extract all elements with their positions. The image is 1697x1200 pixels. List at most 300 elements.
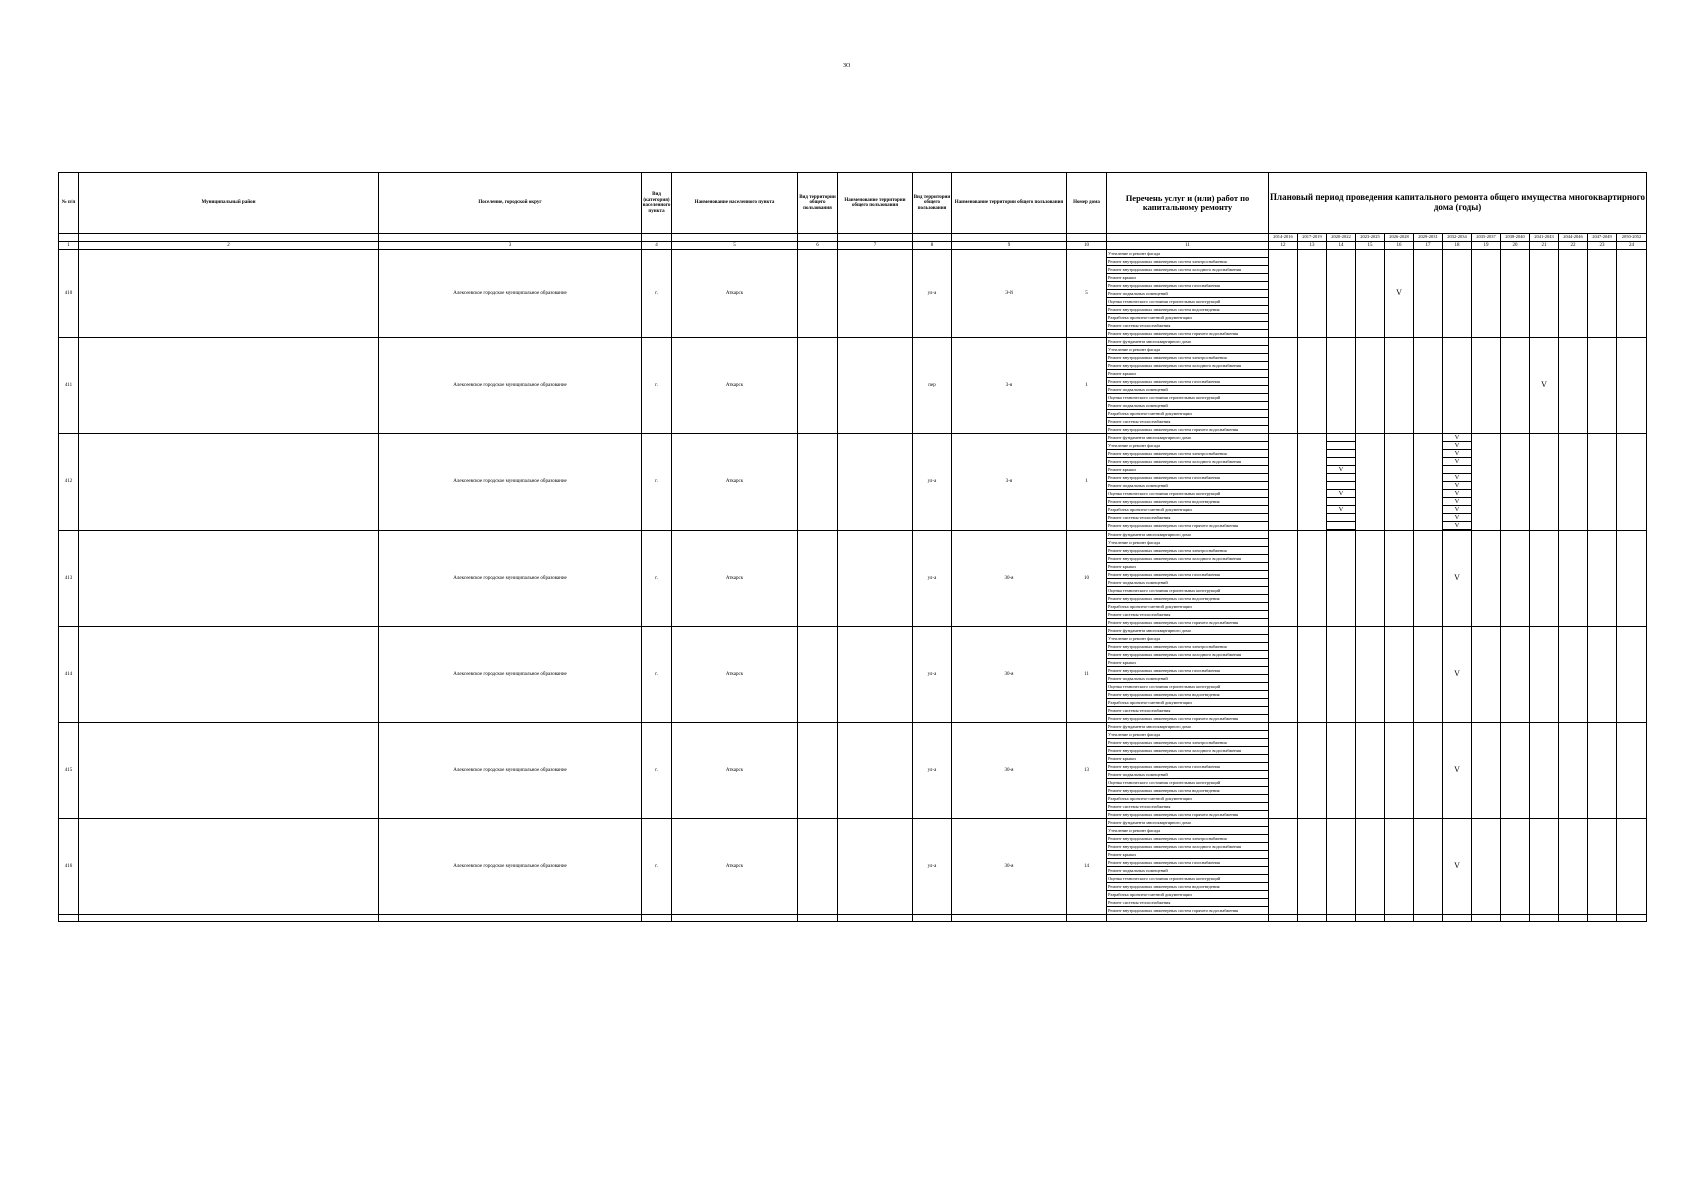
empty-cell: [642, 915, 672, 922]
locality-name-cell: Аткарск: [672, 250, 798, 338]
area-type-cell: [798, 627, 838, 723]
period-cell-2038-2040: [1501, 723, 1530, 819]
period-cell-2050-2052: [1617, 250, 1647, 338]
work-item: Ремонт внутридомовых инженерных систем горячего водоснабжения: [1108, 331, 1239, 336]
area-type-cell: [798, 723, 838, 819]
locality-name-cell: Аткарск: [672, 434, 798, 531]
period-cell-2029-2031: [1414, 434, 1443, 531]
area-name-cell: [838, 531, 913, 627]
period-cell-2026-2028: [1385, 338, 1414, 434]
work-item: Ремонт системы теплоснабжения: [1107, 899, 1268, 907]
work-item: Ремонт подвальных помещений: [1107, 771, 1268, 779]
works-list: [1107, 250, 1269, 338]
period-cell-2023-2025: [1356, 723, 1385, 819]
record-number: 416: [59, 819, 79, 915]
period-cell-2044-2046: [1559, 434, 1588, 531]
period-cell-2014-2016: [1269, 434, 1298, 531]
header-no: № п/п: [59, 173, 79, 234]
area-name-cell: [838, 250, 913, 338]
column-number: 7: [838, 242, 913, 250]
period-cell-2044-2046: [1559, 531, 1588, 627]
works-list: [1107, 531, 1269, 627]
period-cell-2035-2037: [1472, 434, 1501, 531]
work-item: Ремонт фундамента многоквартирного дома: [1107, 819, 1268, 827]
period-cell-2032-2034: [1443, 723, 1472, 819]
repair-mark: V: [1541, 380, 1547, 390]
period-year-10: 2044-2046: [1559, 234, 1588, 242]
area-type-cell: [798, 434, 838, 531]
street-type-cell: ул-а: [913, 627, 952, 723]
work-period-mark: V: [1327, 490, 1355, 498]
period-year-2: 2020-2022: [1327, 234, 1356, 242]
repair-mark: V: [1454, 669, 1460, 679]
period-cell-2026-2028: [1385, 627, 1414, 723]
area-type-cell: [798, 531, 838, 627]
street-type-cell: ул-а: [913, 723, 952, 819]
work-item: Ремонт внутридомовых инженерных систем холодного водоснабжения: [1107, 362, 1268, 370]
column-number: 4: [642, 242, 672, 250]
street-name-cell: 3-я: [952, 434, 1067, 531]
column-number: 22: [1559, 242, 1588, 250]
period-year-8: 2038-2040: [1501, 234, 1530, 242]
works-list: [1107, 434, 1269, 531]
empty-cell: [1559, 915, 1588, 922]
period-cell-2044-2046: [1559, 627, 1588, 723]
street-name-cell: 30-я: [952, 627, 1067, 723]
work-item: Ремонт фундамента многоквартирного дома: [1107, 338, 1268, 346]
work-item: Ремонт подвальных помещений: [1107, 867, 1268, 875]
work-item: Ремонт внутридомовых инженерных систем газоснабжения: [1107, 763, 1268, 771]
work-item: Утепление и ремонт фасада: [1107, 731, 1268, 739]
work-item: Утепление и ремонт фасада: [1107, 539, 1268, 547]
period-cell-2047-2049: [1588, 338, 1617, 434]
work-item: Ремонт внутридомовых инженерных систем водоотведения: [1107, 883, 1268, 891]
work-item: Оценка технического состояния строительных конструкций: [1107, 394, 1268, 402]
work-item: Ремонт внутридомовых инженерных систем горячего водоснабжения: [1108, 908, 1239, 913]
table-row: [59, 434, 1647, 531]
locality-type-cell: г.: [642, 250, 672, 338]
period-cell-2020-2022: [1327, 531, 1356, 627]
empty-cell: [1107, 915, 1269, 922]
period-cell-2017-2019: [1298, 338, 1327, 434]
period-cell-2017-2019: [1298, 434, 1327, 531]
header-district: Муниципальный район: [79, 173, 379, 234]
work-item: Ремонт подвальных помещений: [1107, 482, 1268, 490]
work-period-mark: V: [1443, 474, 1471, 482]
period-cell-2029-2031: [1414, 338, 1443, 434]
work-item: Ремонт внутридомовых инженерных систем электроснабжения: [1107, 835, 1268, 843]
work-period-mark: [1327, 442, 1355, 450]
work-item: Ремонт внутридомовых инженерных систем электроснабжения: [1107, 547, 1268, 555]
house-number-cell: 10: [1067, 531, 1107, 627]
work-item: Ремонт внутридомовых инженерных систем электроснабжения: [1107, 258, 1268, 266]
header-locality-type: Вид (категория) населенного пункта: [642, 173, 672, 234]
column-number: 17: [1414, 242, 1443, 250]
repair-mark: V: [1454, 765, 1460, 775]
empty-cell: [1385, 915, 1414, 922]
period-cell-2020-2022: [1327, 819, 1356, 915]
empty-cell: [798, 915, 838, 922]
locality-type-cell: г.: [642, 338, 672, 434]
period-cell-2029-2031: [1414, 250, 1443, 338]
table-row: [59, 531, 1647, 627]
locality-name-cell: Аткарск: [672, 531, 798, 627]
work-period-mark: V: [1327, 506, 1355, 514]
work-item: Ремонт внутридомовых инженерных систем газоснабжения: [1107, 571, 1268, 579]
work-item: Ремонт внутридомовых инженерных систем холодного водоснабжения: [1107, 843, 1268, 851]
period-cell-2044-2046: [1559, 723, 1588, 819]
work-period-mark: [1327, 514, 1355, 522]
column-number: 18: [1443, 242, 1472, 250]
work-item: Утепление и ремонт фасада: [1107, 346, 1268, 354]
empty-cell: [1269, 915, 1298, 922]
empty-cell: [1298, 915, 1327, 922]
period-year-4: 2026-2028: [1385, 234, 1414, 242]
period-cell-2023-2025: [1356, 819, 1385, 915]
period-cell-2014-2016: [1269, 819, 1298, 915]
work-item: Утепление и ремонт фасада: [1107, 635, 1268, 643]
period-cell-2047-2049: [1588, 531, 1617, 627]
period-cell-2041-2043: [1530, 338, 1559, 434]
period-cell-2017-2019: [1298, 819, 1327, 915]
period-cell-2050-2052: [1617, 434, 1647, 531]
period-cell-2044-2046: [1559, 250, 1588, 338]
header-settlement: Поселение, городской округ: [379, 173, 642, 234]
period-cell-2032-2034: [1443, 819, 1472, 915]
empty-cell: [1501, 915, 1530, 922]
work-item: Ремонт внутридомовых инженерных систем водоотведения: [1107, 306, 1268, 314]
period-cell-2047-2049: [1588, 250, 1617, 338]
period-cell-2044-2046: [1559, 338, 1588, 434]
table-row: [59, 627, 1647, 723]
work-period-mark: V: [1443, 498, 1471, 506]
work-item: Ремонт внутридомовых инженерных систем электроснабжения: [1107, 450, 1268, 458]
locality-type-cell: г.: [642, 531, 672, 627]
period-cell-2041-2043: [1530, 819, 1559, 915]
settlement-cell: Алексеевское городское муниципальное образование: [379, 627, 642, 723]
work-item: Ремонт внутридомовых инженерных систем горячего водоснабжения: [1108, 427, 1239, 432]
work-item: Оценка технического состояния строительных конструкций: [1107, 298, 1268, 306]
work-item: Ремонт системы теплоснабжения: [1107, 611, 1268, 619]
period-cell-2035-2037: [1472, 338, 1501, 434]
column-number: 12: [1269, 242, 1298, 250]
period-cell-2014-2016: [1269, 250, 1298, 338]
empty-cell: [59, 915, 79, 922]
work-item: Ремонт внутридомовых инженерных систем газоснабжения: [1107, 667, 1268, 675]
column-number: 3: [379, 242, 642, 250]
work-item: Ремонт внутридомовых инженерных систем водоотведения: [1107, 498, 1268, 506]
settlement-cell: Алексеевское городское муниципальное образование: [379, 531, 642, 627]
period-cell-2035-2037: [1472, 819, 1501, 915]
work-item: Ремонт внутридомовых инженерных систем газоснабжения: [1107, 378, 1268, 386]
column-number: 20: [1501, 242, 1530, 250]
work-item: Ремонт подвальных помещений: [1107, 386, 1268, 394]
house-number-cell: 1: [1067, 434, 1107, 531]
empty-cell: [1443, 915, 1472, 922]
district-cell: [79, 434, 379, 531]
work-item: Разработка проектно-сметной документации: [1107, 891, 1268, 899]
period-cell-2044-2046: [1559, 819, 1588, 915]
table-row: [59, 338, 1647, 434]
period-cell-2047-2049: [1588, 819, 1617, 915]
work-period-mark: [1443, 466, 1471, 474]
empty-cell: [79, 915, 379, 922]
work-item: Оценка технического состояния строительных конструкций: [1107, 875, 1268, 883]
work-item: Ремонт внутридомовых инженерных систем газоснабжения: [1107, 474, 1268, 482]
period-cell-2023-2025: [1356, 338, 1385, 434]
settlement-cell: Алексеевское городское муниципальное образование: [379, 250, 642, 338]
work-item: Разработка проектно-сметной документации: [1107, 410, 1268, 418]
period-cell-2020-2022: [1327, 250, 1356, 338]
work-item: Ремонт крыши: [1107, 466, 1268, 474]
street-name-cell: Э-й: [952, 250, 1067, 338]
work-item: Ремонт внутридомовых инженерных систем газоснабжения: [1107, 282, 1268, 290]
locality-type-cell: г.: [642, 723, 672, 819]
period-year-11: 2047-2049: [1588, 234, 1617, 242]
period-cell-2032-2034: [1443, 250, 1472, 338]
work-period-mark: V: [1443, 482, 1471, 490]
work-item: Утепление и ремонт фасада: [1107, 827, 1268, 835]
work-item: Ремонт внутридомовых инженерных систем электроснабжения: [1107, 354, 1268, 362]
works-list: [1107, 338, 1269, 434]
district-cell: [79, 627, 379, 723]
period-cell-2020-2022: [1327, 627, 1356, 723]
work-item: Ремонт внутридомовых инженерных систем электроснабжения: [1107, 643, 1268, 651]
work-period-mark: [1327, 498, 1355, 506]
work-item: Ремонт подвальных помещений: [1107, 290, 1268, 298]
header-works: Перечень услуг и (или) работ по капитальному ремонту: [1107, 173, 1269, 234]
repair-mark: V: [1396, 288, 1402, 298]
period-cell-2029-2031: [1414, 819, 1443, 915]
work-item: Ремонт крыши: [1107, 563, 1268, 571]
period-cell-2041-2043: [1530, 627, 1559, 723]
column-number: 10: [1067, 242, 1107, 250]
locality-name-cell: Аткарск: [672, 723, 798, 819]
period-cell-2014-2016: [1269, 723, 1298, 819]
empty-cell: [1617, 915, 1647, 922]
work-item: Разработка проектно-сметной документации: [1107, 699, 1268, 707]
work-item: Ремонт внутридомовых инженерных систем холодного водоснабжения: [1107, 555, 1268, 563]
work-period-mark: V: [1443, 490, 1471, 498]
period-year-6: 2032-2034: [1443, 234, 1472, 242]
work-item: Разработка проектно-сметной документации: [1107, 506, 1268, 514]
locality-name-cell: Аткарск: [672, 819, 798, 915]
street-name-cell: 30-я: [952, 819, 1067, 915]
period-cell-2032-2034: [1443, 338, 1472, 434]
column-number: 15: [1356, 242, 1385, 250]
work-period-mark: V: [1443, 434, 1471, 442]
period-cell-2020-2022: [1327, 338, 1356, 434]
period-cell-2038-2040: [1501, 250, 1530, 338]
work-period-mark: [1327, 474, 1355, 482]
street-type-cell: ул-а: [913, 531, 952, 627]
header-area-type: Вид территории общего пользования: [798, 173, 838, 234]
area-name-cell: [838, 627, 913, 723]
record-number: 410: [59, 250, 79, 338]
period-year-5: 2029-2031: [1414, 234, 1443, 242]
header-street-name: Наименование территории общего пользования: [952, 173, 1067, 234]
work-period-mark: [1327, 482, 1355, 490]
page-number: ЗО: [843, 63, 851, 69]
column-number: 9: [952, 242, 1067, 250]
period-cell-2017-2019: [1298, 531, 1327, 627]
works-list: [1107, 723, 1269, 819]
settlement-cell: Алексеевское городское муниципальное образование: [379, 723, 642, 819]
repair-mark: V: [1454, 573, 1460, 583]
column-number: 8: [913, 242, 952, 250]
empty-cell: [1472, 915, 1501, 922]
column-number: 6: [798, 242, 838, 250]
locality-type-cell: г.: [642, 819, 672, 915]
column-number: 24: [1617, 242, 1647, 250]
work-item: Оценка технического состояния строительных конструкций: [1107, 490, 1268, 498]
header-period: Плановый период проведения капитального ремонта общего имущества многоквартирного дома (годы): [1269, 173, 1647, 234]
period-cell-2023-2025: [1356, 627, 1385, 723]
column-number: 5: [672, 242, 798, 250]
locality-type-cell: г.: [642, 627, 672, 723]
period-cell-2020-2022: [1327, 723, 1356, 819]
period-cell-2041-2043: [1530, 723, 1559, 819]
house-number-cell: 13: [1067, 723, 1107, 819]
street-type-cell: пер: [913, 338, 952, 434]
work-item: Ремонт системы теплоснабжения: [1107, 707, 1268, 715]
work-item: Ремонт внутридомовых инженерных систем водоотведения: [1107, 691, 1268, 699]
work-item: Ремонт внутридомовых инженерных систем газоснабжения: [1107, 859, 1268, 867]
empty-cell: [379, 915, 642, 922]
period-cell-2035-2037: [1472, 723, 1501, 819]
record-number: 414: [59, 627, 79, 723]
district-cell: [79, 531, 379, 627]
district-cell: [79, 250, 379, 338]
period-cell-2041-2043: [1530, 434, 1559, 531]
work-period-mark: V: [1443, 506, 1471, 514]
record-number: 412: [59, 434, 79, 531]
table-row: [59, 250, 1647, 338]
work-item: Ремонт внутридомовых инженерных систем холодного водоснабжения: [1107, 266, 1268, 274]
work-item: Ремонт фундамента многоквартирного дома: [1107, 434, 1268, 442]
period-year-7: 2035-2037: [1472, 234, 1501, 242]
work-item: Ремонт крыши: [1107, 755, 1268, 763]
column-number: 19: [1472, 242, 1501, 250]
period-cell-2038-2040: [1501, 627, 1530, 723]
table-row: [59, 819, 1647, 915]
street-name-cell: 3-я: [952, 338, 1067, 434]
street-name-cell: 30-я: [952, 531, 1067, 627]
empty-cell: [1356, 915, 1385, 922]
column-number: 23: [1588, 242, 1617, 250]
period-cell-2041-2043: [1530, 250, 1559, 338]
work-item: Ремонт системы теплоснабжения: [1107, 803, 1268, 811]
header-row: [59, 173, 1647, 234]
table-row: [59, 723, 1647, 819]
period-cell-2050-2052: [1617, 531, 1647, 627]
record-number: 415: [59, 723, 79, 819]
period-cell-2026-2028: [1385, 819, 1414, 915]
street-type-cell: ул-а: [913, 250, 952, 338]
column-number: 1: [59, 242, 79, 250]
work-item: Ремонт крыши: [1107, 274, 1268, 282]
empty-cell: [672, 915, 798, 922]
work-item: Разработка проектно-сметной документации: [1107, 314, 1268, 322]
work-item: Ремонт фундамента многоквартирного дома: [1107, 531, 1268, 539]
work-item: Ремонт внутридомовых инженерных систем горячего водоснабжения: [1108, 812, 1239, 817]
column-number: 21: [1530, 242, 1559, 250]
period-cell-2041-2043: [1530, 531, 1559, 627]
period-cell-2032-2034: [1443, 434, 1472, 531]
work-period-mark: [1327, 458, 1355, 466]
year-row: [59, 234, 1647, 242]
period-cell-2032-2034: [1443, 531, 1472, 627]
column-number: 13: [1298, 242, 1327, 250]
period-cell-2029-2031: [1414, 723, 1443, 819]
work-item: Оценка технического состояния строительных конструкций: [1107, 683, 1268, 691]
period-cell-2047-2049: [1588, 434, 1617, 531]
record-number: 411: [59, 338, 79, 434]
work-item: Ремонт крыши: [1107, 851, 1268, 859]
period-cell-2029-2031: [1414, 627, 1443, 723]
period-cell-2014-2016: [1269, 338, 1298, 434]
work-item: Ремонт внутридомовых инженерных систем горячего водоснабжения: [1108, 523, 1239, 528]
district-cell: [79, 338, 379, 434]
column-number: 14: [1327, 242, 1356, 250]
work-item: Ремонт внутридомовых инженерных систем электроснабжения: [1107, 739, 1268, 747]
work-period-mark: V: [1443, 514, 1471, 522]
work-item: Утепление и ремонт фасада: [1107, 442, 1268, 450]
period-cell-2026-2028: [1385, 531, 1414, 627]
period-cell-2023-2025: [1356, 531, 1385, 627]
period-cell-2038-2040: [1501, 819, 1530, 915]
period-cell-2026-2028: [1385, 434, 1414, 531]
street-type-cell: ул-а: [913, 434, 952, 531]
table-row-continued: [59, 915, 1647, 922]
period-cell-2017-2019: [1298, 723, 1327, 819]
capital-repair-table: [58, 172, 1647, 922]
work-item: Оценка технического состояния строительных конструкций: [1107, 779, 1268, 787]
work-item: Ремонт системы теплоснабжения: [1107, 322, 1268, 330]
period-cell-2035-2037: [1472, 627, 1501, 723]
period-cell-2014-2016: [1269, 627, 1298, 723]
period-cell-2020-2022: [1327, 434, 1356, 531]
area-type-cell: [798, 250, 838, 338]
work-item: Разработка проектно-сметной документации: [1107, 603, 1268, 611]
works-list: [1107, 819, 1269, 915]
period-year-1: 2017-2019: [1298, 234, 1327, 242]
column-number-row: [59, 242, 1647, 250]
area-name-cell: [838, 723, 913, 819]
work-period-mark: [1327, 450, 1355, 458]
empty-cell: [1588, 915, 1617, 922]
district-cell: [79, 723, 379, 819]
work-item: Ремонт подвальных помещений: [1107, 402, 1268, 410]
record-number: 413: [59, 531, 79, 627]
work-period-mark: V: [1443, 450, 1471, 458]
period-cell-2050-2052: [1617, 723, 1647, 819]
column-number: 2: [79, 242, 379, 250]
work-item: Ремонт внутридомовых инженерных систем водоотведения: [1107, 595, 1268, 603]
settlement-cell: Алексеевское городское муниципальное образование: [379, 819, 642, 915]
empty-cell: [1414, 915, 1443, 922]
house-number-cell: 5: [1067, 250, 1107, 338]
column-number: 16: [1385, 242, 1414, 250]
house-number-cell: 14: [1067, 819, 1107, 915]
area-name-cell: [838, 338, 913, 434]
locality-name-cell: Аткарск: [672, 627, 798, 723]
period-cell-2047-2049: [1588, 627, 1617, 723]
period-cell-2047-2049: [1588, 723, 1617, 819]
work-item: Ремонт внутридомовых инженерных систем водоотведения: [1107, 787, 1268, 795]
period-cell-2014-2016: [1269, 531, 1298, 627]
work-item: Ремонт внутридомовых инженерных систем горячего водоснабжения: [1108, 620, 1239, 625]
